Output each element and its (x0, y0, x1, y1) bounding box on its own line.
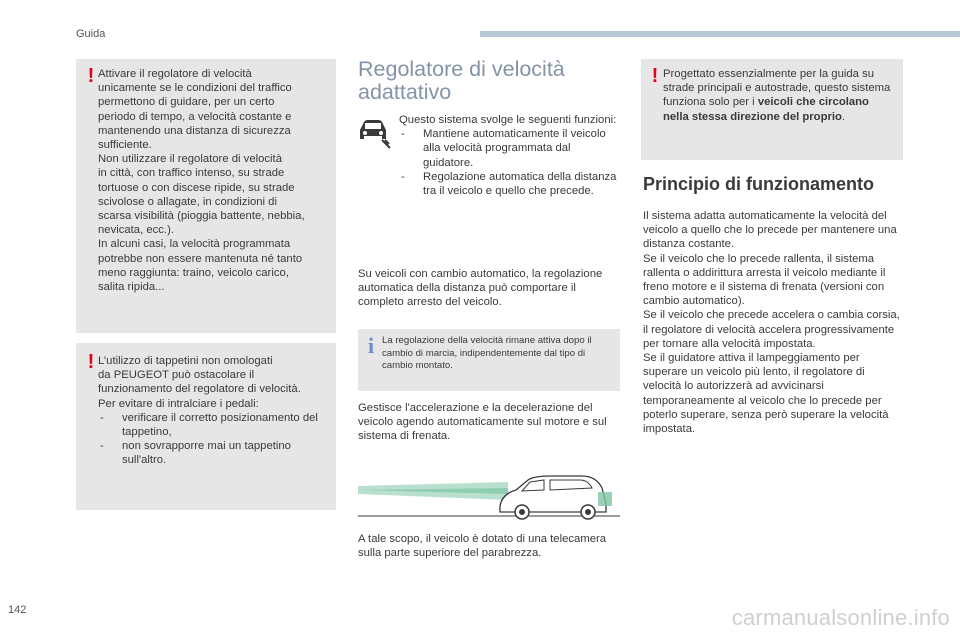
warning-icon: ! (651, 65, 659, 87)
warning-text-bold: veicoli che circolano nella stessa direzione del proprio (663, 96, 869, 123)
warning-line: Attivare il regolatore di velocità (98, 68, 252, 80)
warning-line: unicamente se le condizioni del traffico (98, 82, 292, 95)
acceleration-paragraph: Gestisce l'accelerazione e la decelerazione del veicolo agendo automaticamente sul motore e sul sistema di frenata. (358, 402, 607, 443)
functions-intro: Questo sistema svolge le seguenti funzioni: (399, 114, 617, 126)
warning-line: Per evitare di intralciare i pedali: (98, 397, 259, 410)
warning-text-post: . (841, 110, 846, 123)
floor-mat-list (98, 411, 330, 468)
warning-line: Non utilizzare il regolatore di velocità (98, 153, 282, 166)
warning-line: periodo di tempo, a velocità costante e (98, 110, 292, 123)
warning-line: tortuose o con discese ripide, su strade (98, 181, 295, 194)
warning-line: nevicata, ecc.). (98, 224, 174, 237)
warning-text-cruise-control (98, 67, 334, 294)
camera-detection-illustration (358, 470, 620, 522)
list-item: - Mantiene automaticamente il veicolo alla velocità programmata dal guidatore. (399, 127, 619, 170)
list-item: - verificare il corretto posizionamento del tappetino, (98, 411, 330, 439)
principle-paragraph: Se il veicolo che lo precede rallenta, il sistema rallenta o addirittura arresta il veicolo mediante il freno motore e il sistema di frenata (versioni con cambio automatico). (643, 252, 886, 308)
warning-line: in città, con traffico intenso, su strade (98, 167, 285, 180)
camera-paragraph: A tale scopo, il veicolo è dotato di una telecamera sulla parte superiore del parabrezza. (358, 533, 607, 560)
automatic-gearbox-paragraph: Su veicoli con cambio automatico, la regolazione automatica della distanza può comportare il completo arresto del veicolo. (358, 268, 603, 309)
header-bar (480, 31, 960, 37)
warning-line: permettono di guidare, per un certo (98, 96, 275, 109)
principle-paragraph: Il sistema adatta automaticamente la velocità del veicolo a quello che lo precede per mantenere una distanza costante. (643, 210, 897, 251)
section-heading: Principio di funzionamento (643, 174, 874, 194)
functions-block (399, 113, 619, 198)
info-note-text: La regolazione della velocità rimane attiva dopo il cambio di marcia, indipendentemente dal tipo di cambio montato. (382, 335, 592, 371)
warning-line: salita ripida... (98, 281, 165, 294)
warning-line: sufficiente. (98, 139, 152, 152)
watermark: carmanualsonline.info (731, 605, 950, 630)
page-number: 142 (8, 604, 27, 616)
list-item: - non sovrapporre mai un tappetino sull'altro. (98, 439, 330, 467)
warning-line: In alcuni casi, la velocità programmata (98, 238, 291, 251)
page-title: Regolatore di velocità adattativo (358, 57, 565, 104)
adaptive-cruise-car-icon (356, 113, 392, 149)
functions-list (399, 127, 619, 198)
warning-line: mantenendo una distanza di sicurezza (98, 124, 291, 137)
operating-principle-text (643, 209, 905, 436)
list-item: - Regolazione automatica della distanza tra il veicolo e quello che precede. (399, 170, 619, 198)
section-header: Guida (76, 28, 106, 40)
warning-line: L’utilizzo di tappetini non omologati (98, 355, 273, 367)
principle-paragraph: Se il guidatore attiva il lampeggiamento per superare un veicolo più lento, il regolatore di velocità lo autorizzerà ad avvicinarsi temporaneamente al veicolo che lo precede per poterlo superare, senza però superare la velocità impostata. (643, 352, 889, 436)
info-icon: i (367, 333, 375, 358)
warning-text-pre: Progettato essenzialmente per la guida su strade principali e autostrade, questo sistema funziona solo per i (663, 68, 891, 109)
warning-text-floor-mats (98, 354, 330, 468)
warning-line: da PEUGEOT può ostacolare il (98, 369, 255, 382)
warning-line: meno raggiunta: traino, veicolo carico, (98, 266, 289, 279)
principle-paragraph: Se il veicolo che precede accelera o cambia corsia, il regolatore di velocità accelera progressivamente per tornare alla velocità impostata. (643, 309, 900, 350)
warning-icon: ! (87, 65, 95, 87)
warning-line: scarsa visibilità (pioggia battente, nebbia, (98, 210, 305, 223)
warning-line: potrebbe non essere mantenuta né tanto (98, 252, 303, 265)
warning-line: scivolose o allagate, in condizioni di (98, 195, 277, 208)
warning-icon: ! (87, 351, 95, 373)
warning-text-road-type (663, 67, 897, 124)
warning-line: funzionamento del regolatore di velocità. (98, 383, 301, 396)
